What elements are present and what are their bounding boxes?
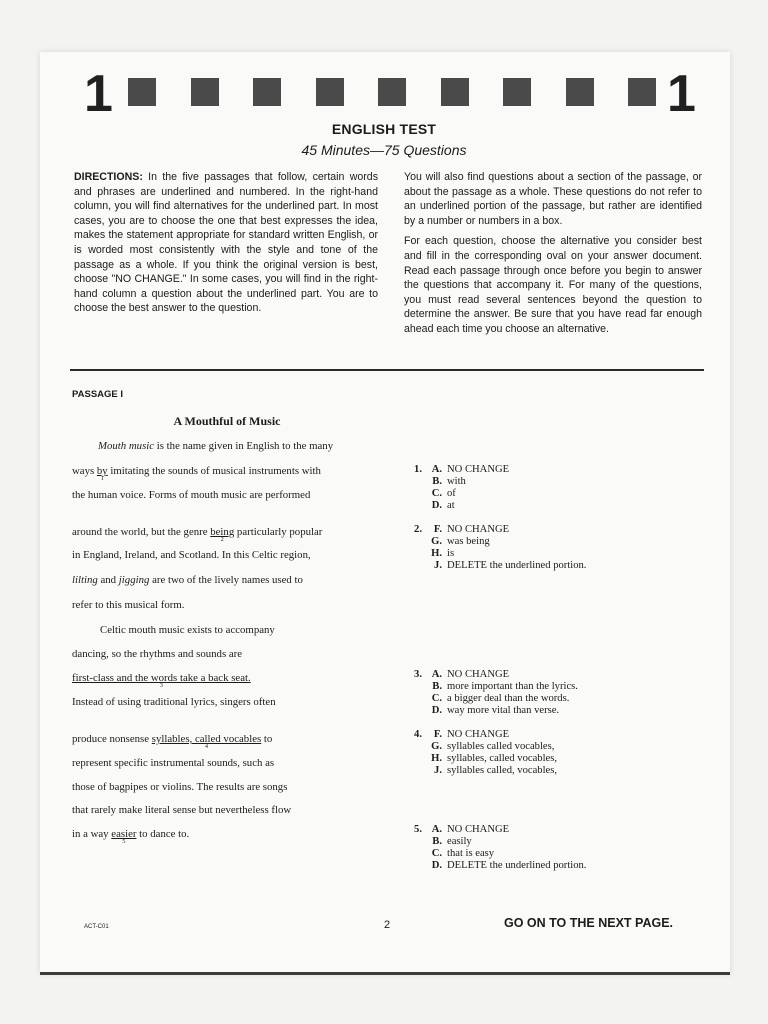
passage-line: [98, 440, 333, 452]
section-divider: [70, 369, 704, 371]
option-text: a bigger deal than the words.: [447, 692, 570, 704]
question-ref-4: 4: [204, 744, 208, 750]
option-text: syllables called, vocables,: [447, 764, 558, 776]
option-letter: D.: [431, 499, 442, 511]
passage-text: ways: [72, 465, 97, 477]
passage-line: [72, 672, 251, 689]
passage-line: that rarely make literal sense but nevertheless flow: [72, 804, 292, 816]
header-square: [191, 78, 219, 106]
question-3: [402, 669, 578, 717]
passage-text: is the name given in English to the many: [154, 440, 334, 452]
option-text: DELETE the underlined portion.: [447, 859, 587, 871]
directions-right: [404, 170, 702, 343]
directions-left-text: In the five passages that follow, certain words and phrases are underlined and numbered. In the right-hand column, you will find alternatives for the underlined part. In most cases, you are to choose the one that best expresses the idea, makes the statement appropriate for standard written English, or is worded most consistently with the style and tone of the passage as a whole. If you think the original version is best, choose "NO CHANGE." In some cases, you will find in the right-hand column a question about the underlined part. You are to choose the best answer to the question.: [74, 171, 378, 315]
header-square: [628, 78, 656, 106]
underlined-portion-3: [72, 672, 251, 689]
passage-text: around the world, but the genre: [72, 526, 211, 538]
option-text: syllables, called vocables,: [447, 752, 558, 764]
passage-text: particularly popular: [234, 526, 323, 538]
option-text: DELETE the underlined portion.: [447, 559, 587, 571]
option-text: more important than the lyrics.: [447, 680, 578, 692]
underlined-text: syllables, called vocables: [151, 733, 262, 745]
passage-line: dancing, so the rhythms and sounds are: [72, 648, 243, 660]
option-letter: D.: [431, 704, 442, 716]
passage-text: to: [261, 733, 273, 745]
directions-right-p1: You will also find questions about a section of the passage, or about the passage as a whole. These questions do not refer to an underlined portion of the passage, but rather are identified by a number or numbers in a box.: [404, 171, 702, 227]
option-letter: D.: [431, 859, 442, 871]
header-square: [503, 78, 531, 106]
option-text: NO CHANGE: [447, 524, 510, 535]
option-letter: F.: [433, 524, 442, 535]
underlined-portion-1: [96, 465, 108, 482]
passage-text: and: [97, 574, 119, 586]
option-letter: C.: [431, 692, 442, 704]
directions-lead: DIRECTIONS:: [74, 171, 143, 183]
underlined-text: being: [210, 526, 235, 538]
question-1: [402, 464, 509, 512]
passage-line: [72, 526, 323, 543]
question-number: 1.: [414, 464, 422, 475]
passage-text: produce nonsense: [72, 733, 152, 745]
underlined-portion-5: [111, 828, 137, 845]
question-number: 4.: [414, 729, 422, 740]
underlined-text: easier: [111, 828, 137, 840]
option-letter: B.: [432, 835, 442, 847]
italic-term: Mouth music: [98, 440, 155, 452]
option-text: was being: [447, 535, 490, 547]
passage-line: refer to this musical form.: [72, 599, 185, 611]
passage-text: to dance to.: [136, 828, 190, 840]
passage-line: in England, Ireland, and Scotland. In this Celtic region,: [72, 549, 311, 561]
option-letter: A.: [431, 824, 442, 835]
italic-term: lilting: [72, 574, 98, 586]
passage-title: A Mouthful of Music: [173, 414, 281, 428]
question-ref-1: 1: [100, 476, 104, 482]
header-square: [316, 78, 344, 106]
italic-term: jigging: [118, 574, 150, 586]
option-text: NO CHANGE: [447, 464, 510, 475]
passage-line: [72, 574, 303, 586]
option-text: NO CHANGE: [447, 729, 510, 740]
passage-text: imitating the sounds of musical instruments with: [107, 465, 321, 477]
option-letter: G.: [431, 535, 442, 547]
option-text: of: [447, 487, 456, 499]
question-2: [402, 524, 586, 572]
header-square: [253, 78, 281, 106]
passage-line: represent specific instrumental sounds, such as: [72, 757, 275, 769]
question-5: [402, 824, 586, 872]
option-letter: G.: [431, 740, 442, 752]
passage-line: [72, 465, 321, 482]
option-letter: B.: [432, 680, 442, 692]
passage-line: [72, 733, 273, 750]
passage-line: Instead of using traditional lyrics, singers often: [72, 696, 276, 708]
question-4: [402, 729, 557, 777]
option-letter: A.: [431, 669, 442, 680]
option-letter: F.: [433, 729, 442, 740]
passage-line: Celtic mouth music exists to accompany: [100, 624, 275, 636]
option-letter: H.: [431, 752, 442, 764]
option-text: NO CHANGE: [447, 824, 510, 835]
directions-left: [74, 170, 378, 322]
underlined-text: first-class and the words take a back seat.: [72, 672, 251, 684]
option-text: that is easy: [447, 847, 495, 859]
question-number: 3.: [414, 669, 422, 680]
option-text: with: [447, 475, 466, 487]
test-subtitle: 45 Minutes—75 Questions: [301, 142, 467, 158]
next-page-notice: GO ON TO THE NEXT PAGE.: [504, 916, 674, 930]
header-square: [566, 78, 594, 106]
option-letter: C.: [431, 487, 442, 499]
header-square: [441, 78, 469, 106]
question-ref-5: 5: [122, 839, 126, 845]
question-number: 5.: [414, 824, 422, 835]
header-square: [378, 78, 406, 106]
underlined-text: by: [96, 465, 108, 477]
underlined-portion-2: [210, 526, 235, 543]
page-edge: [40, 972, 730, 975]
directions-right-p2: For each question, choose the alternative you consider best and fill in the corresponding oval on your answer document. Read each passage through once before you begin to answer the questions that accompany it. For many of the questions, you must read several sentences beyond the question to determine the answer. Be sure that you have read far enough ahead each time you choose an alternative.: [404, 235, 702, 335]
form-code: ACT-C01: [84, 924, 109, 930]
passage-label: PASSAGE I: [72, 389, 124, 400]
underlined-portion-4: [151, 733, 262, 750]
option-letter: A.: [431, 464, 442, 475]
section-number-left: 1: [84, 65, 113, 123]
option-text: easily: [447, 835, 472, 847]
passage-text: are two of the lively names used to: [149, 574, 303, 586]
option-letter: J.: [434, 559, 442, 571]
option-text: is: [447, 547, 455, 559]
option-letter: H.: [431, 547, 442, 559]
option-text: syllables called vocables,: [447, 740, 555, 752]
passage-text: in a way: [72, 828, 112, 840]
section-header-squares: [128, 78, 656, 106]
question-number: 2.: [414, 524, 422, 535]
question-ref-3: 3: [159, 683, 163, 689]
option-text: way more vital than verse.: [447, 704, 560, 716]
passage-line: those of bagpipes or violins. The results are songs: [72, 781, 288, 793]
option-text: NO CHANGE: [447, 669, 510, 680]
passage-line: [72, 828, 190, 845]
option-letter: J.: [434, 764, 442, 776]
option-letter: C.: [431, 847, 442, 859]
option-text: at: [447, 499, 455, 511]
question-ref-2: 2: [220, 537, 224, 543]
passage-line: the human voice. Forms of mouth music are performed: [72, 489, 311, 501]
header-square: [128, 78, 156, 106]
page-number: 2: [384, 919, 391, 931]
test-title: ENGLISH TEST: [331, 121, 437, 137]
option-letter: B.: [432, 475, 442, 487]
section-number-right: 1: [667, 65, 696, 123]
